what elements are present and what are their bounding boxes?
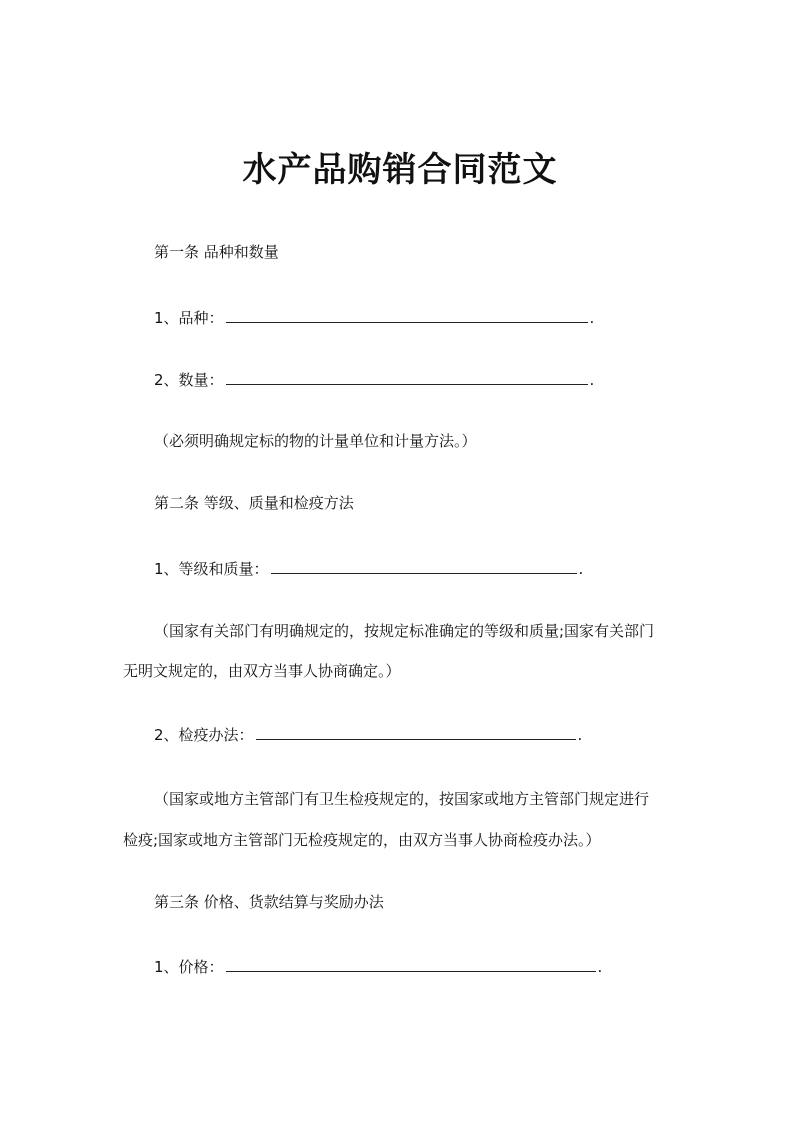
- article-2-note-line-2: 无明文规定的，由双方当事人协商确定。）: [123, 662, 401, 680]
- price-blank-line[interactable]: [226, 955, 596, 972]
- quarantine-blank-line[interactable]: [256, 723, 576, 740]
- grade-quality-blank-line[interactable]: [271, 557, 577, 574]
- article-1-item-quantity: [154, 368, 594, 391]
- price-label: 1、价格：: [154, 958, 224, 976]
- quarantine-label: 2、检疫办法：: [154, 726, 254, 744]
- end-mark: .: [589, 371, 595, 389]
- article-2-item-grade-quality: [154, 557, 583, 580]
- article-1-heading: 第一条 品种和数量: [154, 243, 279, 261]
- article-3-item-price: [154, 955, 602, 978]
- article-1-item-variety: [154, 306, 594, 329]
- end-mark: .: [589, 309, 595, 327]
- article-1-note: （必须明确规定标的物的计量单位和计量方法。）: [154, 432, 477, 450]
- grade-quality-label: 1、等级和质量：: [154, 560, 269, 578]
- variety-blank-line[interactable]: [226, 306, 588, 323]
- end-mark: .: [578, 560, 584, 578]
- article-3-heading: 第三条 价格、货款结算与奖励办法: [154, 893, 384, 911]
- document-title: 水产品购销合同范文: [242, 150, 558, 190]
- article-2-note-line-1: （国家有关部门有明确规定的，按规定标准确定的等级和质量;国家有关部门: [154, 622, 655, 640]
- article-2-item-quarantine: [154, 723, 582, 746]
- end-mark: .: [597, 958, 603, 976]
- article-2-note2-line-1: （国家或地方主管部门有卫生检疫规定的，按国家或地方主管部门规定进行: [154, 790, 650, 808]
- quantity-label: 2、数量：: [154, 371, 224, 389]
- article-2-note2-line-2: 检疫;国家或地方主管部门无检疫规定的，由双方当事人协商检疫办法。）: [123, 831, 601, 849]
- article-2-heading: 第二条 等级、质量和检疫方法: [154, 494, 354, 512]
- end-mark: .: [577, 726, 583, 744]
- quantity-blank-line[interactable]: [226, 368, 588, 385]
- variety-label: 1、品种：: [154, 309, 224, 327]
